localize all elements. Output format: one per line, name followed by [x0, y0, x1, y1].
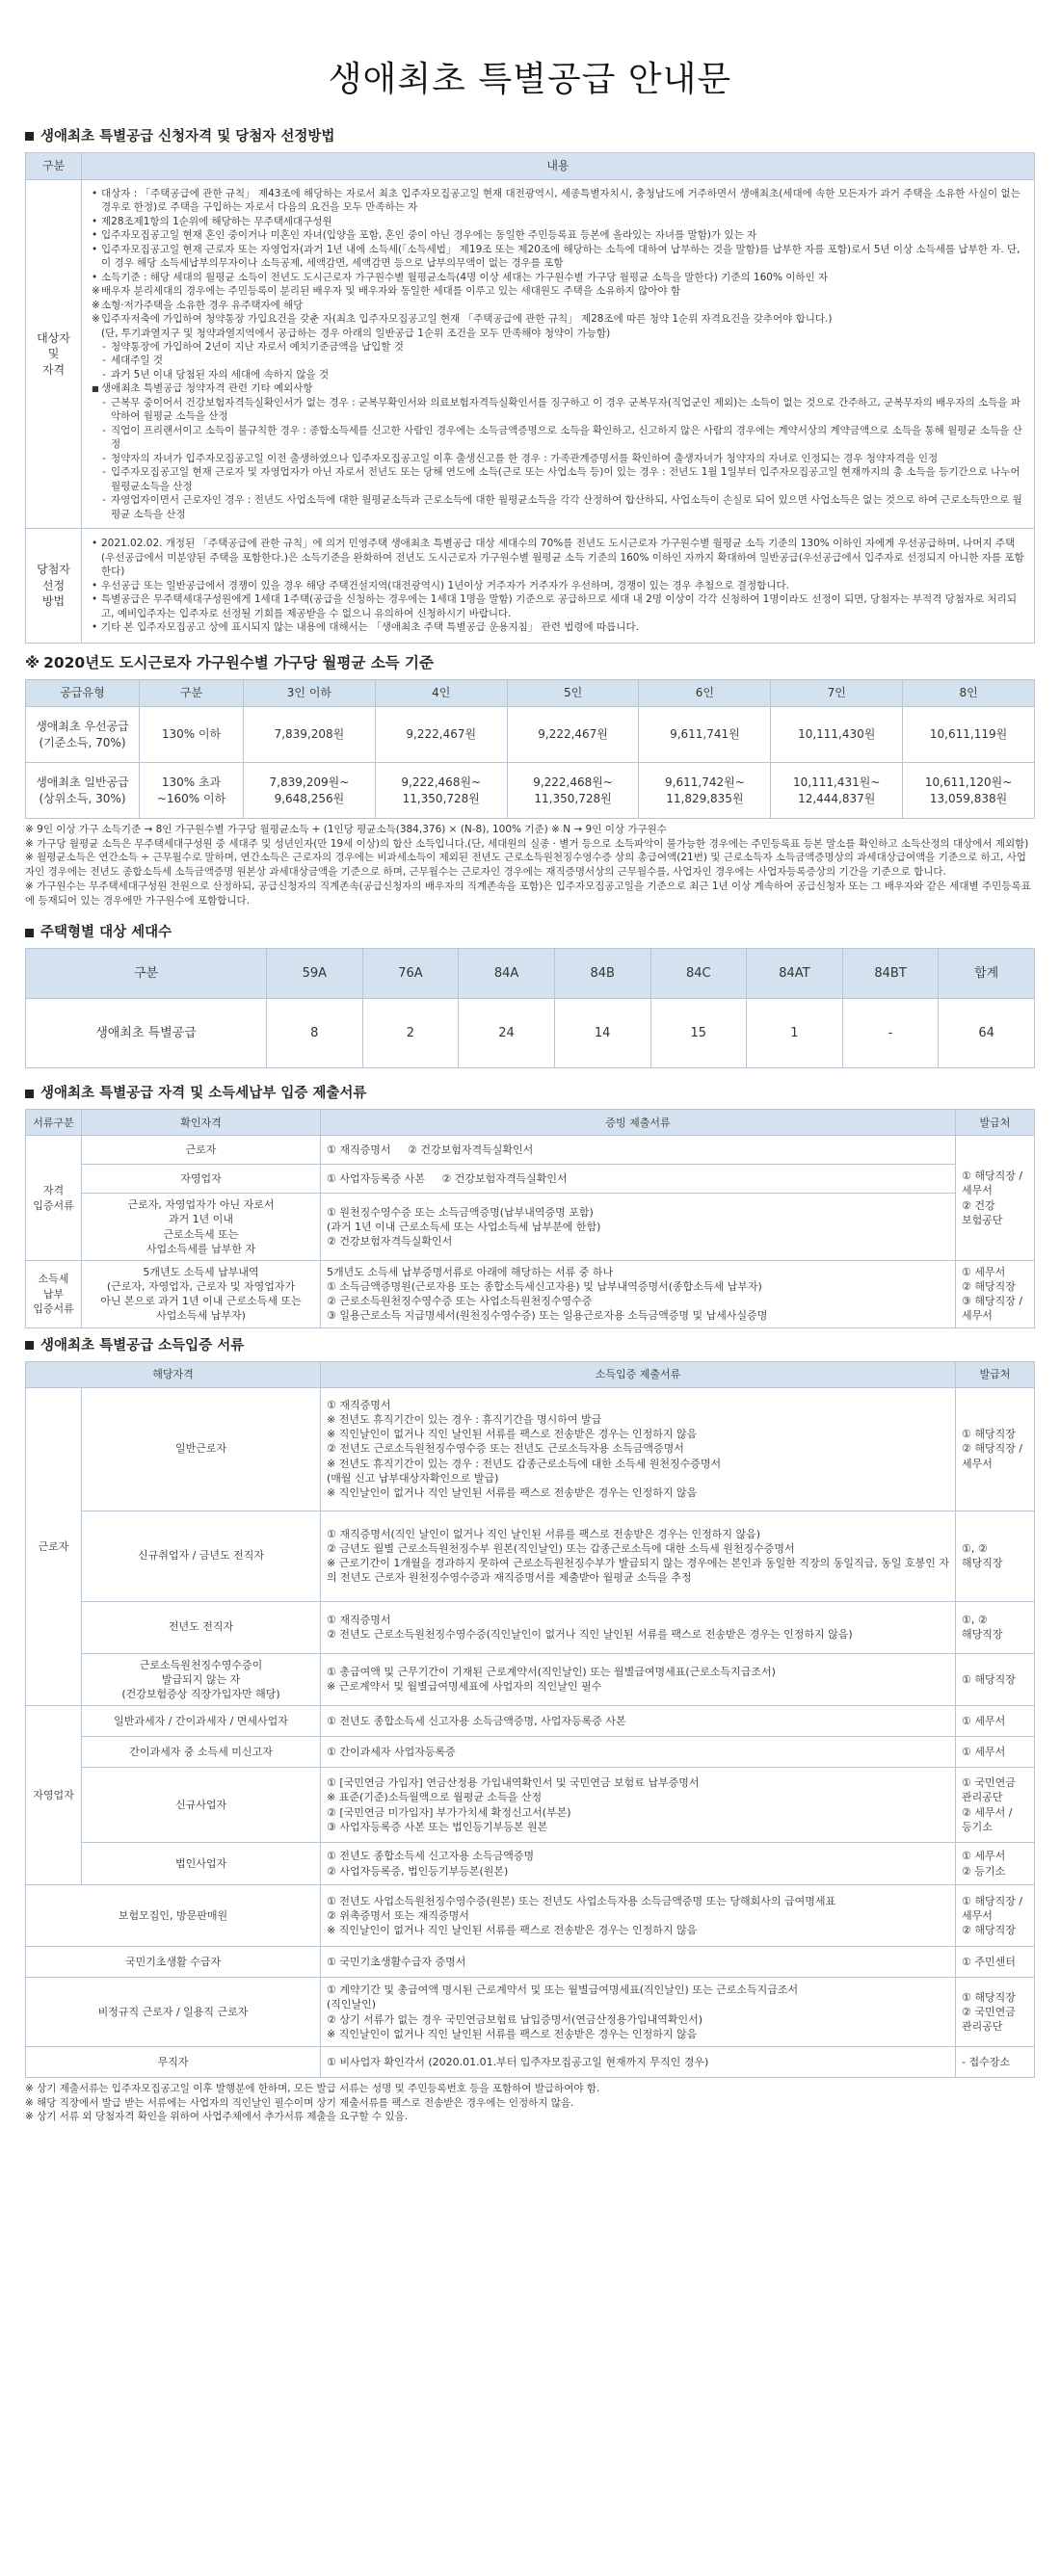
income-docs-table	[25, 1361, 1035, 2079]
income-value: 9,222,467원	[507, 707, 639, 763]
income-value: 9,222,468원~ 11,350,728원	[375, 763, 507, 819]
income-docs: ① [국민연금 가입자] 연금산정용 가입내역확인서 및 국민연금 보험료 납부증명서 ※ 표준(기준)소득월액으로 월평균 소득을 산정 ② [국민연금 미가입자] 부가가치세 확정신고서(부본) ③ 사업자등록증 사본 또는 법인등기부등본 원본	[321, 1768, 956, 1843]
income-docs-row	[26, 1653, 1035, 1706]
income-header-row	[26, 680, 1035, 707]
housing-col-header: 84BT	[842, 949, 939, 999]
eligibility-item: • 소득기준 : 해당 세대의 월평균 소득이 전년도 도시근로자 가구원수별 월평균소득(4명 이상 세대는 가구원수별 가구당 월평균 소득을 말한다) 기준의 160% 이하인 자	[92, 271, 1024, 284]
col-issuer: 발급처	[956, 1110, 1035, 1136]
section-1-heading	[25, 127, 1035, 146]
issuer: ① 해당직장 / 세무서 ② 해당직장	[956, 1885, 1035, 1947]
row-label-selection: 당첨자 선정 방법	[26, 529, 82, 643]
housing-col-header: 84B	[554, 949, 650, 999]
group-tax-payment: 소득세 납부 입증서류	[26, 1260, 82, 1327]
housing-data-row	[26, 999, 1035, 1068]
exception-item: - 청약자의 자녀가 입주자모집공고일 이전 출생하였으나 입주자모집공고일 이후 출생신고를 한 경우 : 가족관계증명서를 확인하여 출생자녀가 청약자의 자녀로 인정되는 경우 청약자격을 인정	[92, 452, 1024, 465]
income-col-header: 3인 이하	[244, 680, 376, 707]
eligibility-content	[82, 179, 1035, 529]
issuer: - 접수장소	[956, 2047, 1035, 2078]
supply-type: 생애최초 우선공급 (기준소득, 70%)	[26, 707, 140, 763]
income-value: 9,611,742원~ 11,829,835원	[639, 763, 771, 819]
qual-other: 근로자, 자영업자가 아닌 자로서 과거 1년 이내 근로소득세 또는 사업소득세를 납부한 자	[82, 1194, 321, 1261]
col-gubun: 구분	[26, 152, 82, 179]
issuer: ① 주민센터	[956, 1947, 1035, 1978]
income-docs-body	[26, 1387, 1035, 2078]
issuer: ① 해당직장 ② 국민연금 관리공단	[956, 1978, 1035, 2047]
section-2-heading	[25, 653, 1035, 673]
eligibility-item: • 제28조제1항의 1순위에 해당하는 무주택세대구성원	[92, 215, 1024, 228]
eligibility-paren: (단, 투기과열지구 및 청약과열지역에서 공급하는 경우 아래의 일반공급 1순위 조건을 모두 만족해야 청약이 가능함)	[101, 327, 611, 339]
income-docs: ① 계약기간 및 총급여액 명시된 근로계약서 및 또는 월별급여명세표(직인날인) 또는 근로소득지급조서 (직인날인) ② 상기 서류가 없는 경우 국민연금보험료 납입증명서(연금산정용가입내역확인서) ※ 직인날인이 없거나 직인 날인된 서류를 팩스로 전송받은 경우는 인정하지 않음	[321, 1978, 956, 2047]
qual-self-employed: 자영업자	[82, 1165, 321, 1194]
selection-item: • 우선공급 또는 일반공급에서 경쟁이 있을 경우 해당 주택건설지역(대전광역시) 1년이상 거주자가 거주자가 우선하며, 경쟁이 있는 경우 추첨으로 결정합니다.	[92, 579, 1024, 592]
housing-row-label: 생애최초 특별공급	[26, 999, 267, 1068]
exception-item: - 근복무 중이어서 건강보험자격득실확인서가 없는 경우 : 군복무확인서와 의료보험자격득실확인서를 징구하고 이 경우 군복무자(직업군인 제외)는 소득이 없는 것으로 간주하고, 군복무자의 배우자의 소득을 파악하여 월평균 소득을 산정	[92, 396, 1024, 424]
col-content: 내용	[82, 152, 1035, 179]
qualification-label: 국민기초생활 수급자	[26, 1947, 321, 1978]
income-col-header: 7인	[771, 680, 903, 707]
housing-col-header: 84AT	[747, 949, 843, 999]
income-docs: ① 재직증명서 ② 전년도 근로소득원천징수영수증(직인날인이 없거나 직인 날인된 서류를 팩스로 전송받은 경우는 인정하지 않음)	[321, 1601, 956, 1653]
income-docs-row	[26, 1947, 1035, 1978]
income-value: 10,111,430원	[771, 707, 903, 763]
qualification-label: 무직자	[26, 2047, 321, 2078]
income-note: ※ 가구원수는 무주택세대구성원 전원으로 산정하되, 공급신청자의 직계존속(공급신청자의 배우자의 직계존속을 포함)은 입주자모집공고일을 기준으로 최근 1년 이상 계속하여 공급신청자 또는 그 배우자와 같은 세대별 주민등록표에 등재되어 있는 경우에만 가구원수에 포함합니다.	[25, 880, 1031, 907]
eligibility-extra-item: - 청약통장에 가입하여 2년이 지난 자로서 예치기준금액을 납입할 것	[92, 340, 1024, 354]
income-col-header: 구분	[140, 680, 244, 707]
issuer: ① 세무서 ② 등기소	[956, 1843, 1035, 1885]
income-docs-row	[26, 1978, 1035, 2047]
square-bullet-icon	[25, 929, 34, 937]
qualification-label: 일반과세자 / 간이과세자 / 면세사업자	[82, 1706, 321, 1737]
qualification-label: 신규사업자	[82, 1768, 321, 1843]
exceptions-heading: ■ 생애최초 특별공급 청약자격 관련 기타 예외사항	[92, 381, 1024, 395]
eligibility-note: ※ 입주자저축에 가입하여 청약통장 가입요건을 갖춘 자(최초 입주자모집공고일 현재 「주택공급에 관한 규칙」 제28조에 따른 청약 1순위 자격요건을 갖추어야 합니다.)	[92, 312, 1024, 326]
col-qualification: 해당자격	[26, 1361, 321, 1387]
section-2-title: 2020년도 도시근로자 가구원수별 가구당 월평균 소득 기준	[43, 653, 435, 671]
qual-worker: 근로자	[82, 1136, 321, 1165]
income-docs-row	[26, 1601, 1035, 1653]
section-1-title: 생애최초 특별공급 신청자격 및 당첨자 선정방법	[40, 128, 335, 145]
section-5-title: 생애최초 특별공급 소득입증 서류	[40, 1337, 245, 1354]
housing-col-header: 합계	[939, 949, 1035, 999]
qualification-label: 일반근로자	[82, 1387, 321, 1511]
qualification-label: 근로소득원천징수영수증이 발급되지 않는 자 (건강보험증상 직장가입자만 해당)	[82, 1653, 321, 1706]
issuer: ① 국민연금 관리공단 ② 세무서 / 등기소	[956, 1768, 1035, 1843]
docs-worker: ① 재직증명서 ② 건강보험자격득실확인서	[321, 1136, 956, 1165]
issuer-qualification: ① 해당직장 / 세무서 ② 건강 보험공단	[956, 1136, 1035, 1261]
col-proof-docs: 증빙 제출서류	[321, 1110, 956, 1136]
income-docs-row	[26, 1843, 1035, 1885]
income-docs-row	[26, 1387, 1035, 1511]
income-docs: ① 비사업자 확인각서 (2020.01.01.부터 입주자모집공고일 현재까지 무직인 경우)	[321, 2047, 956, 2078]
income-value: 10,611,120원~ 13,059,838원	[903, 763, 1035, 819]
income-docs: ① 국민기초생활수급자 증명서	[321, 1947, 956, 1978]
qualification-label: 간이과세자 중 소득세 미신고자	[82, 1737, 321, 1768]
income-docs-row	[26, 1706, 1035, 1737]
housing-col-header: 구분	[26, 949, 267, 999]
income-docs-row	[26, 2047, 1035, 2078]
section-3-heading	[25, 923, 1035, 942]
square-bullet-icon	[25, 132, 34, 141]
qual-tax-5yrs: 5개년도 소득세 납부내역 (근로자, 자영업자, 근로자 및 자영업자가 아닌 본으로 과거 1년 이내 근로소득세 또는 사업소득세 납부자)	[82, 1260, 321, 1327]
eligibility-item: • 대상자 : 「주택공급에 관한 규칙」 제43조에 해당하는 자로서 최초 입주자모집공고일 현재 대전광역시, 세종특별자치시, 충청남도에 거주하면서 생애최초(세대에 속한 모든자가 과거 주택을 소유한 사실이 없는 경우로 한정)로 주택을 구입하는 자로서 다음의 요건을 모두 만족하는 자	[92, 187, 1024, 215]
eligibility-note: ※ 배우자 분리세대의 경우에는 주민등록이 분리된 배우자 및 배우자와 동일한 세대를 이루고 있는 세대원도 주택을 소유하지 않아야 함	[92, 284, 1024, 298]
income-docs: ① 재직증명서(직인 날인이 없거나 직인 날인된 서류를 팩스로 전송받은 경우는 인정하지 않음) ② 금년도 월별 근로소득원천징수부 원본(직인날인) 또는 갑종근로소득에 대한 소득세 원천징수증명서 ※ 근로기간이 1개월을 경과하지 못하여 근로소득원천징수부가 발급되지 않는 경우에는 본인과 동일한 직장의 동일직급, 동일 호봉인 자의 전년도 근로자 원천징수영수증과 재직증명서를 제출받아 월평균 소득을 추정	[321, 1511, 956, 1601]
col-doc-type: 서류구분	[26, 1110, 82, 1136]
issuer: ① 해당직장	[956, 1653, 1035, 1706]
income-row-general	[26, 763, 1035, 819]
housing-col-header: 59A	[267, 949, 363, 999]
income-docs: ① 전년도 사업소득원천징수영수증(원본) 또는 전년도 사업소득자용 소득금액증명 또는 당해회사의 급여명세표 ② 위촉증명서 또는 재직증명서 ※ 직인날인이 없거나 직인 날인된 서류를 팩스로 전송받은 경우는 인정하지 않음	[321, 1885, 956, 1947]
eligibility-item: • 입주자모집공고일 현재 근로자 또는 자영업자(과거 1년 내에 소득세(「소득세법」 제19조 또는 제20조에 해당하는 소득에 대하여 납부하는 것을 말함)를 납부한 자를 포함)로서 5년 이상 소득세를 납부한 자. 단, 이 경우 해당 소득세납부의무자이나 소득공제, 세액감면, 세액감면 등으로 납부의무액이 없는 경우를 포함	[92, 243, 1024, 271]
eligibility-extra-item: - 세대주일 것	[92, 354, 1024, 367]
income-col-header: 6인	[639, 680, 771, 707]
income-docs-row	[26, 1737, 1035, 1768]
group-self-employed: 자영업자	[26, 1706, 82, 1885]
income-docs: ① 간이과세자 사업자등록증	[321, 1737, 956, 1768]
income-value: 9,222,468원~ 11,350,728원	[507, 763, 639, 819]
selection-list	[92, 537, 1024, 634]
docs-self-employed: ① 사업자등록증 사본 ② 건강보험자격득실확인서	[321, 1165, 956, 1194]
income-docs: ① 전년도 종합소득세 신고자용 소득금액증명 ② 사업자등록증, 법인등기부등본(원본)	[321, 1843, 956, 1885]
section-3-title: 주택형별 대상 세대수	[40, 925, 172, 941]
supply-type: 생애최초 일반공급 (상위소득, 30%)	[26, 763, 140, 819]
row-label-eligibility: 대상자 및 자격	[26, 179, 82, 529]
income-value: 9,222,467원	[375, 707, 507, 763]
income-col-header: 4인	[375, 680, 507, 707]
exception-item: - 직업이 프리랜서이고 소득이 불규칙한 경우 : 종합소득세를 신고한 사람인 경우에는 소득금액증명으로 소득을 확인하고, 신고하지 않은 사람의 경우에는 계약서상의 계약금액으로 소득을 통해 월평균 소득을 산정	[92, 424, 1024, 452]
eligibility-extra-item: - 과거 5년 이내 당첨된 자의 세대에 속하지 않을 것	[92, 368, 1024, 381]
square-bullet-icon	[25, 1341, 34, 1350]
housing-count: 15	[650, 999, 747, 1068]
income-note: ※ 9인 이상 가구 소득기준 → 8인 가구원수별 가구당 월평균소득 + (1인당 평균소득(384,376) × (N-8), 100% 기준) ※ N → 9인 이상 가구원수	[25, 824, 667, 836]
housing-col-header: 84A	[459, 949, 555, 999]
col-income-docs: 소득입증 제출서류	[321, 1361, 956, 1387]
docs-tax-5yrs: 5개년도 소득세 납부증명서류로 아래에 해당하는 서류 중 하나 ① 소득금액증명원(근로자용 또는 종합소득세신고자용) 및 납부내역증명서(종합소득세 납부자) ② 근로소득원천징수영수증 또는 사업소득원천징수영수증 ③ 일용근로소득 지급명세서(원천징수영수증) 또는 일용근로자용 소득금액증명 및 납세사실증명	[321, 1260, 956, 1327]
income-docs-note: ※ 해당 직장에서 발급 받는 서류에는 사업자의 직인날인 필수이며 상기 제출서류를 팩스로 전송받은 경우에는 인정하지 않음.	[25, 2096, 574, 2109]
income-docs-row	[26, 1885, 1035, 1947]
housing-type-table	[25, 948, 1035, 1068]
housing-count: 2	[362, 999, 459, 1068]
income-value: 9,611,741원	[639, 707, 771, 763]
housing-header-row	[26, 949, 1035, 999]
page-title: 생애최초 특별공급 안내문	[328, 60, 732, 99]
income-notes	[25, 823, 1035, 907]
group-qualification: 자격 입증서류	[26, 1136, 82, 1261]
section-5-heading	[25, 1336, 1035, 1355]
issuer-tax: ① 세무서 ② 해당직장 ③ 해당직장 / 세무서	[956, 1260, 1035, 1327]
selection-item: • 2021.02.02. 개정된 「주택공급에 관한 규칙」에 의거 민영주택 생애최초 특별공급 대상 세대수의 70%를 전년도 도시근로자 가구원수별 월평균 소득 기준의 130% 이하인 자에게 우선공급하며, 나머지 주택(우선공급에서 미분양된 주택을 포함한다.)은 소득기준을 완화하여 전년도 도시근로자 가구원수별 월평균 소득 기준의 160% 이하인 자까지 확대하여 일반공급(우선공급에서 입주자로 선정되지 아니한 자를 포함한다)	[92, 537, 1024, 578]
housing-col-header: 76A	[362, 949, 459, 999]
docs-other: ① 원천징수영수증 또는 소득금액증명(납부내역증명 포함) (과거 1년 이내 근로소득세 또는 사업소득세 납부분에 한함) ② 건강보험자격득실확인서	[321, 1194, 956, 1261]
issuer: ①, ② 해당직장	[956, 1511, 1035, 1601]
housing-count: 24	[459, 999, 555, 1068]
income-docs-note: ※ 상기 제출서류는 입주자모집공고일 이후 발행분에 한하며, 모든 발급 서류는 성명 및 주민등록번호 등을 포함하여 발급하여야 함.	[25, 2083, 600, 2095]
income-docs-notes	[25, 2082, 1035, 2124]
selection-item: • 특별공급은 무주택세대구성원에게 1세대 1주택(공급을 신청하는 경우에는 1세대 1명을 말함) 기준으로 공급하므로 세대 내 2명 이상이 각각 신청하여 1명이라도 선정이 되면, 당첨자는 부적격 당첨자로 처리되고, 예비입주자는 입주자로 선정될 기회를 제공받을 수 없으니 유의하여 신청하시기 바랍니다.	[92, 592, 1024, 620]
issuer: ① 세무서	[956, 1737, 1035, 1768]
income-note: ※ 가구당 월평균 소득은 무주택세대구성원 중 세대주 및 성년인자(만 19세 이상)의 합산 소득입니다.(단, 세대원의 실종 · 별거 등으로 소득파악이 불가능한 경우에는 주민등록표 등본 말소를 확인하고 소득산정의 대상에서 제외함)	[25, 837, 1029, 850]
exception-item: - 자영업자이면서 근로자인 경우 : 전년도 사업소득에 대한 월평균소득과 근로소득에 대한 월평균소득을 각각 산정하여 합산하되, 사업소득이 손실로 되어 있으면 사업소득은 없는 것으로 하여 근로소득만으로 월평균 소득을 산정	[92, 493, 1024, 521]
eligibility-item: • 입주자모집공고일 현재 혼인 중이거나 미혼인 자녀(입양을 포함, 혼인 중이 아닌 경우에는 동일한 주민등록표 등본에 올라있는 자녀를 말함)가 있는 자	[92, 228, 1024, 242]
qualification-docs-table	[25, 1109, 1035, 1327]
issuer: ① 세무서	[956, 1706, 1035, 1737]
income-docs-row	[26, 1511, 1035, 1601]
housing-count: 1	[747, 999, 843, 1068]
income-row-priority	[26, 707, 1035, 763]
qualification-label: 비정규직 근로자 / 일용직 근로자	[26, 1978, 321, 2047]
income-docs: ① 재직증명서 ※ 전년도 휴직기간이 있는 경우 : 휴직기간을 명시하여 발급 ※ 직인날인이 없거나 직인 날인된 서류를 팩스로 전송받은 경우는 인정하지 않음 ② 전년도 근로소득원천징수영수증 또는 전년도 근로소득자용 소득금액증명서 ※ 전년도 휴직기간이 있는 경우 : 전년도 갑종근로소득에 대한 소득세 원천징수증명서 (매월 신고 납부대상자확인으로 발급) ※ 직인날인이 없거나 직인 날인된 서류를 팩스로 전송받은 경우는 인정하지 않음	[321, 1387, 956, 1511]
housing-count: 14	[554, 999, 650, 1068]
col-issuer: 발급처	[956, 1361, 1035, 1387]
income-note: ※ 월평균소득은 연간소득 ÷ 근무월수로 말하며, 연간소득은 근로자의 경우에는 비과세소득이 제외된 전년도 근로소득원천징수영수증 상의 총급여액(21번) 및 근로소득자 소득금액증명상의 과세대상급여액을 기준으로 하고, 사업자인 경우에는 전년도 종합소득세 소득금액증명 원본상 과세대상금액을 기준으로 하며, 근무월수는 근로자인 경우에는 재직증명서상의 근무월수를, 사업자인 경우에는 사업자등록증상의 기간을 기준으로 합니다.	[25, 852, 1026, 879]
income-table	[25, 679, 1035, 819]
income-value: 10,111,431원~ 12,444,837원	[771, 763, 903, 819]
income-docs: ① 전년도 종합소득세 신고자용 소득금액증명, 사업자등록증 사본	[321, 1706, 956, 1737]
housing-col-header: 84C	[650, 949, 747, 999]
eligibility-extra	[92, 340, 1024, 381]
income-col-header: 공급유형	[26, 680, 140, 707]
housing-count: -	[842, 999, 939, 1068]
income-value: 130% 이하	[140, 707, 244, 763]
exception-item: - 입주자모집공고일 현재 근로자 및 자영업자가 아닌 자로서 전년도 또는 당해 연도에 소득(근로 또는 사업소득 등)이 있는 경우 : 전년도 1월 1일부터 입주자모집공고일 현재까지의 총 소득을 등기간으로 나누어 월평균소득을 산정	[92, 465, 1024, 493]
income-docs-note: ※ 상기 서류 외 당첨자격 확인을 위하여 사업주체에서 추가서류 제출을 요구할 수 있음.	[25, 2111, 409, 2123]
issuer: ① 해당직장 ② 해당직장 / 세무서	[956, 1387, 1035, 1511]
selection-content	[82, 529, 1035, 643]
issuer: ①, ② 해당직장	[956, 1601, 1035, 1653]
income-col-header: 5인	[507, 680, 639, 707]
eligibility-notes	[92, 284, 1024, 326]
eligibility-list	[92, 187, 1024, 284]
col-qualification: 확인자격	[82, 1110, 321, 1136]
income-value: 10,611,119원	[903, 707, 1035, 763]
eligibility-note: ※ 소형·저가주택을 소유한 경우 유주택자에 해당	[92, 299, 1024, 312]
exceptions-list	[92, 396, 1024, 521]
asterisk-icon: ※	[25, 653, 40, 671]
square-bullet-icon	[25, 1090, 34, 1098]
selection-item: • 기타 본 입주자모집공고 상에 표시되지 않는 내용에 대해서는 「생애최초 주택 특별공급 운용지침」 관련 법령에 따릅니다.	[92, 620, 1024, 634]
qualification-label: 법인사업자	[82, 1843, 321, 1885]
income-value: 7,839,209원~ 9,648,256원	[244, 763, 376, 819]
income-value: 7,839,208원	[244, 707, 376, 763]
section-4-heading	[25, 1084, 1035, 1103]
eligibility-table	[25, 152, 1035, 644]
qualification-label: 보험모집인, 방문판매원	[26, 1885, 321, 1947]
housing-count: 8	[267, 999, 363, 1068]
qualification-label: 전년도 전직자	[82, 1601, 321, 1653]
income-col-header: 8인	[903, 680, 1035, 707]
group-worker: 근로자	[26, 1387, 82, 1706]
housing-count: 64	[939, 999, 1035, 1068]
section-4-title: 생애최초 특별공급 자격 및 소득세납부 입증 제출서류	[40, 1086, 367, 1102]
income-value: 130% 초과 ~160% 이하	[140, 763, 244, 819]
income-docs: ① 총급여액 및 근무기간이 기재된 근로계약서(직인날인) 또는 월별급여명세표(근로소득지급조서) ※ 근로계약서 및 월별급여명세표에 사업자의 직인날인 필수	[321, 1653, 956, 1706]
qualification-label: 신규취업자 / 금년도 전직자	[82, 1511, 321, 1601]
income-docs-row	[26, 1768, 1035, 1843]
